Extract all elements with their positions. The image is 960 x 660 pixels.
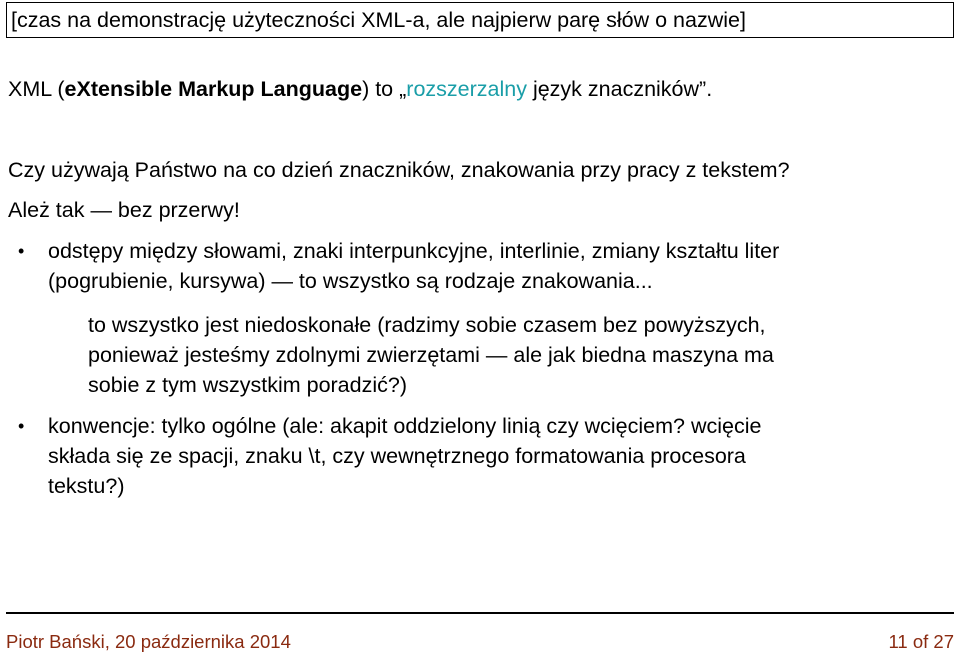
bullet-item-line: (pogrubienie, kursywa) — to wszystko są rodzaje znakowania... (48, 269, 653, 293)
bullet-item-line: konwencje: tylko ogólne (ale: akapit oddzielony linią czy wcięciem? wcięcie (48, 414, 762, 438)
intro-bold-L: L (260, 77, 274, 101)
indented-note-line: to wszystko jest niedoskonałe (radzimy sobie czasem bez powyższych, (88, 313, 766, 337)
intro-accent-word: rozszerzalny (406, 77, 527, 101)
indented-note-line: ponieważ jesteśmy zdolnymi zwierzętami — ale jak biedna maszyna ma (88, 343, 774, 367)
indented-note-line: sobie z tym wszystkim poradzić?) (88, 373, 407, 397)
indented-note (88, 310, 948, 400)
bullet-dot: • (18, 416, 25, 436)
header-text: [czas na demonstrację użyteczności XML-a, ale najpierw parę słów o nazwie] (11, 8, 746, 32)
intro-mid: ) to „ (362, 77, 407, 101)
bullet-dot: • (18, 241, 25, 261)
intro-bold-e: e (64, 77, 77, 101)
footer-author-date: Piotr Bański, 20 października 2014 (6, 631, 291, 652)
bullet-item-line: odstępy między słowami, znaki interpunkcyjne, interlinie, zmiany kształtu liter (48, 239, 780, 263)
intro-bold-X: X (76, 77, 91, 101)
question-line-1: Czy używają Państwo na co dzień znaczników, znakowania przy pracy z tekstem? (8, 158, 790, 182)
intro-post: język znaczników”. (526, 77, 713, 101)
intro-bold-anguage: anguage (273, 77, 363, 101)
bullet-item-line: tekstu?) (48, 474, 125, 498)
intro-bold-tensible: tensible (90, 77, 179, 101)
bullet-item-markup (48, 236, 948, 296)
intro-bold-arkup: arkup (196, 77, 261, 101)
footer-page-number: 11 of 27 (888, 631, 954, 652)
intro-bold-M: M (178, 77, 196, 101)
question-line-2: Ależ tak — bez przerwy! (8, 198, 240, 222)
bullet-item-conventions (48, 411, 948, 501)
header-box (6, 2, 954, 38)
bullet-item-line: składa się ze spacji, znaku \t, czy wewnętrznego formatowania procesora (48, 444, 746, 468)
footer-divider (6, 612, 954, 614)
intro-line (8, 74, 712, 104)
intro-pre: XML ( (8, 77, 65, 101)
